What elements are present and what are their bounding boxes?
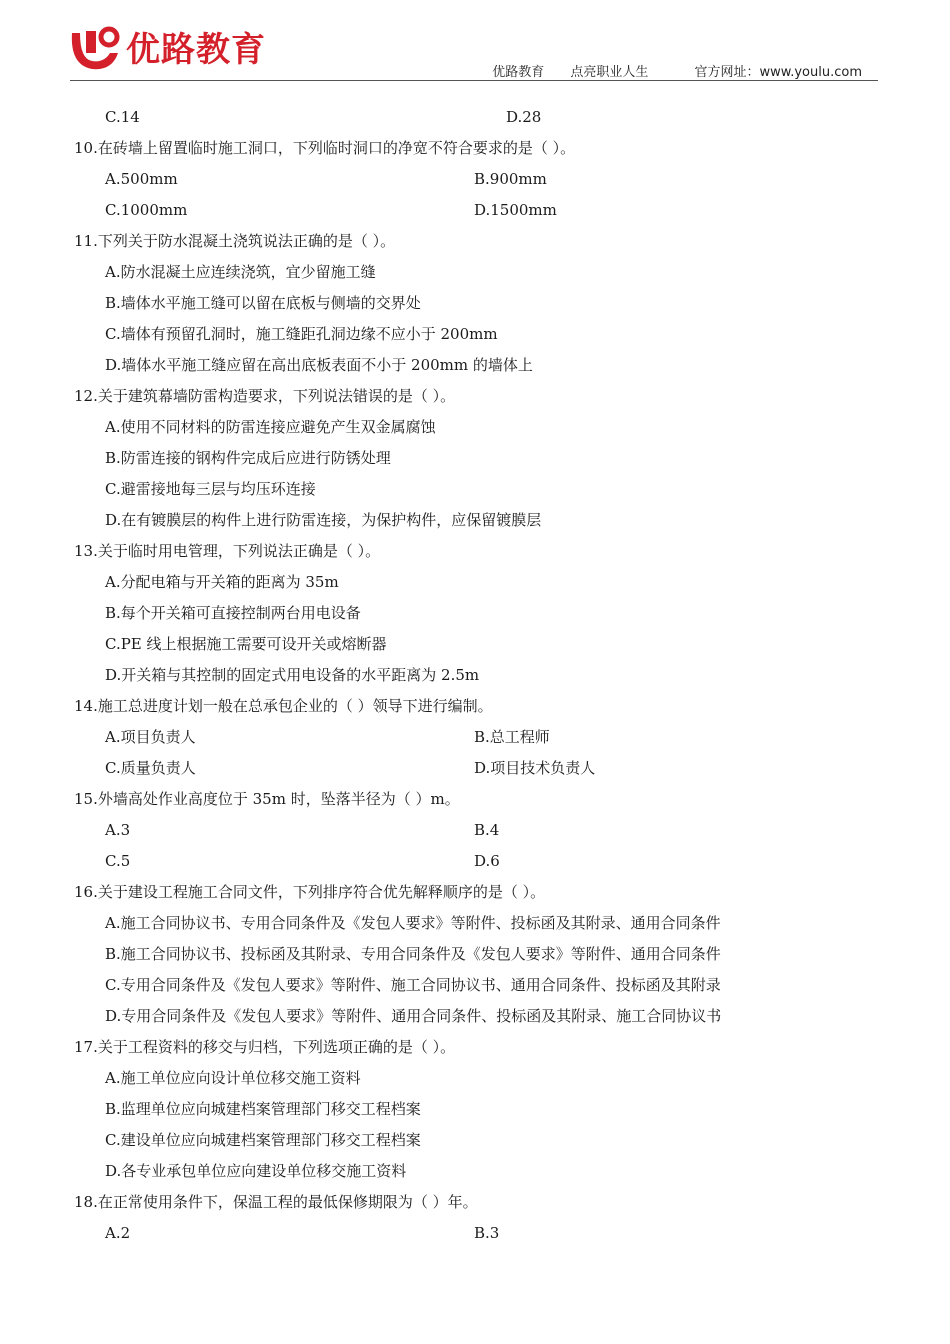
option-item: B.900mm xyxy=(474,170,547,188)
question-text: 17.关于工程资料的移交与归档，下列选项正确的是（ ）。 xyxy=(74,1038,456,1056)
youlu-logo-icon xyxy=(66,23,124,77)
option-row xyxy=(74,753,874,784)
question-text: 11.下列关于防水混凝土浇筑说法正确的是（ ）。 xyxy=(74,232,396,250)
option-item: B.3 xyxy=(474,1224,500,1242)
option-row xyxy=(74,815,874,846)
option-item: C.质量负责人 xyxy=(105,759,196,777)
question-text: 15.外墙高处作业高度位于 35m 时，坠落半径为（ ）m。 xyxy=(74,790,460,808)
option-item: D.专用合同条件及《发包人要求》等附件、通用合同条件、投标函及其附录、施工合同协议书 xyxy=(105,1007,722,1025)
option-row xyxy=(74,846,874,877)
option-row xyxy=(74,195,874,226)
option-item: A.施工合同协议书、专用合同条件及《发包人要求》等附件、投标函及其附录、通用合同条件 xyxy=(105,914,721,932)
option-item: C.1000mm xyxy=(105,201,188,219)
option-item: D.墙体水平施工缝应留在高出底板表面不小于 200mm 的墙体上 xyxy=(105,356,533,374)
question-text: 12.关于建筑幕墙防雷构造要求，下列说法错误的是（ ）。 xyxy=(74,387,456,405)
option-item: B.总工程师 xyxy=(474,728,550,746)
question-text: 16.关于建设工程施工合同文件，下列排序符合优先解释顺序的是（ ）。 xyxy=(74,883,546,901)
option-d: D.28 xyxy=(506,108,542,126)
prev-options-row xyxy=(74,102,874,133)
page-header xyxy=(0,0,950,90)
question-text: 14.施工总进度计划一般在总承包企业的（ ）领导下进行编制。 xyxy=(74,697,493,715)
question-text: 10.在砖墙上留置临时施工洞口，下列临时洞口的净宽不符合要求的是（ ）。 xyxy=(74,139,576,157)
option-item: C.PE 线上根据施工需要可设开关或熔断器 xyxy=(105,635,387,653)
option-row xyxy=(74,164,874,195)
option-item: B.每个开关箱可直接控制两台用电设备 xyxy=(105,604,361,622)
option-item: D.开关箱与其控制的固定式用电设备的水平距离为 2.5m xyxy=(105,666,480,684)
option-item: B.4 xyxy=(474,821,500,839)
option-item: A.防水混凝土应连续浇筑，宜少留施工缝 xyxy=(105,263,376,281)
option-item: C.专用合同条件及《发包人要求》等附件、施工合同协议书、通用合同条件、投标函及其附录 xyxy=(105,976,721,994)
brand-logo xyxy=(66,22,266,78)
option-item: C.墙体有预留孔洞时，施工缝距孔洞边缘不应小于 200mm xyxy=(105,325,498,343)
option-item: B.施工合同协议书、投标函及其附录、专用合同条件及《发包人要求》等附件、通用合同条件 xyxy=(105,945,721,963)
header-brand: 优路教育 xyxy=(492,65,545,80)
option-item: A.500mm xyxy=(105,170,178,188)
header-info xyxy=(492,61,862,80)
option-item: C.5 xyxy=(105,852,131,870)
header-website: 官方网址：www.youlu.com xyxy=(694,65,862,80)
option-item: D.在有镀膜层的构件上进行防雷连接，为保护构件，应保留镀膜层 xyxy=(105,511,542,529)
option-item: A.3 xyxy=(105,821,131,839)
question-text: 13.关于临时用电管理，下列说法正确是（ ）。 xyxy=(74,542,381,560)
option-item: B.监理单位应向城建档案管理部门移交工程档案 xyxy=(105,1100,421,1118)
option-item: A.施工单位应向设计单位移交施工资料 xyxy=(105,1069,361,1087)
question-text: 18.在正常使用条件下，保温工程的最低保修期限为（ ）年。 xyxy=(74,1193,478,1211)
question-list xyxy=(74,102,874,1249)
option-item: D.项目技术负责人 xyxy=(474,759,596,777)
option-item: A.使用不同材料的防雷连接应避免产生双金属腐蚀 xyxy=(105,418,436,436)
option-item: A.项目负责人 xyxy=(105,728,196,746)
option-item: D.各专业承包单位应向建设单位移交施工资料 xyxy=(105,1162,407,1180)
option-item: C.避雷接地每三层与均压环连接 xyxy=(105,480,316,498)
logo-text: 优路教育 xyxy=(126,30,266,70)
option-item: D.6 xyxy=(474,852,500,870)
option-item: B.防雷连接的钢构件完成后应进行防锈处理 xyxy=(105,449,391,467)
header-slogan: 点亮职业人生 xyxy=(570,65,649,80)
option-item: C.建设单位应向城建档案管理部门移交工程档案 xyxy=(105,1131,421,1149)
option-item: D.1500mm xyxy=(474,201,557,219)
option-item: B.墙体水平施工缝可以留在底板与侧墙的交界处 xyxy=(105,294,421,312)
option-item: A.分配电箱与开关箱的距离为 35m xyxy=(105,573,339,591)
option-row xyxy=(74,1218,874,1249)
option-c: C.14 xyxy=(105,108,140,126)
option-row xyxy=(74,722,874,753)
header-divider xyxy=(70,80,878,81)
option-item: A.2 xyxy=(105,1224,131,1242)
